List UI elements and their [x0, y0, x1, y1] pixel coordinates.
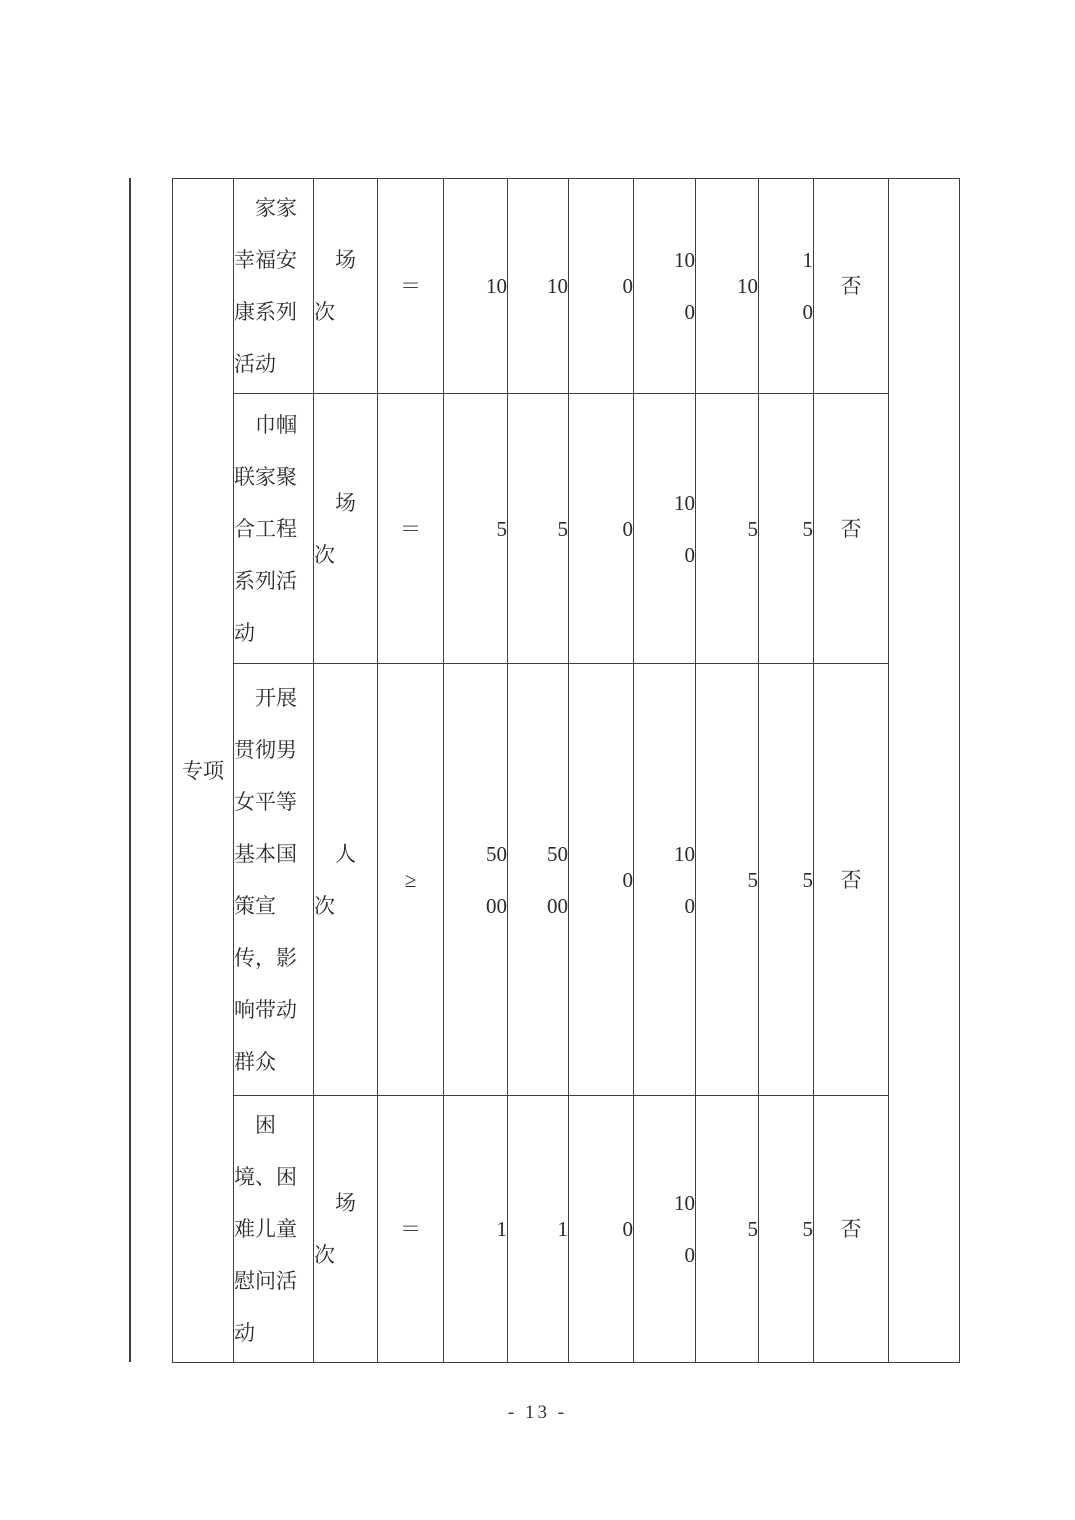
value-cell: 10 0 — [634, 394, 696, 664]
value-cell: 5 — [508, 394, 569, 664]
category-cell: 专项 — [173, 179, 234, 1363]
activity-name-cell: 巾帼 联家聚 合工程 系列活 动 — [234, 394, 314, 664]
value-cell: 50 00 — [508, 664, 569, 1096]
value-cell: 10 0 — [634, 179, 696, 394]
value-cell: 5 — [759, 1096, 814, 1363]
value-cell: 10 0 — [634, 1096, 696, 1363]
unit-cell: 场 次 — [314, 394, 378, 664]
value-cell: 10 0 — [634, 664, 696, 1096]
value-cell: 5 — [759, 394, 814, 664]
value-cell: 5 — [696, 1096, 759, 1363]
table-continuation-rule — [129, 178, 131, 1362]
unit-cell: 场 次 — [314, 1096, 378, 1363]
empty-continuation-cell — [889, 179, 960, 1363]
value-cell: 1 — [508, 1096, 569, 1363]
value-cell: 5 — [759, 664, 814, 1096]
value-cell: 5 — [696, 664, 759, 1096]
value-cell: 10 — [696, 179, 759, 394]
performance-indicator-table — [172, 178, 960, 1363]
value-cell: 1 0 — [759, 179, 814, 394]
activity-name-cell: 家家 幸福安 康系列 活动 — [234, 179, 314, 394]
value-cell: 0 — [569, 394, 634, 664]
table-row — [173, 394, 960, 664]
flag-cell: 否 — [814, 179, 889, 394]
unit-cell: 场 次 — [314, 179, 378, 394]
value-cell: 0 — [569, 664, 634, 1096]
value-cell: 1 — [444, 1096, 508, 1363]
flag-cell: 否 — [814, 664, 889, 1096]
value-cell: 5 — [444, 394, 508, 664]
table-row — [173, 1096, 960, 1363]
activity-name-cell: 开展 贯彻男 女平等 基本国 策宣 传，影 响带动 群众 — [234, 664, 314, 1096]
value-cell: 10 — [444, 179, 508, 394]
comparator-cell: ≥ — [378, 664, 444, 1096]
flag-cell: 否 — [814, 1096, 889, 1363]
comparator-cell: ＝ — [378, 179, 444, 394]
page-number: - 13 - — [507, 1402, 568, 1423]
value-cell: 50 00 — [444, 664, 508, 1096]
comparator-cell: ＝ — [378, 394, 444, 664]
value-cell: 0 — [569, 179, 634, 394]
value-cell: 5 — [696, 394, 759, 664]
comparator-cell: ＝ — [378, 1096, 444, 1363]
activity-name-cell: 困 境、困 难儿童 慰问活 动 — [234, 1096, 314, 1363]
unit-cell: 人 次 — [314, 664, 378, 1096]
table-row — [173, 664, 960, 1096]
table-row — [173, 179, 960, 394]
value-cell: 0 — [569, 1096, 634, 1363]
value-cell: 10 — [508, 179, 569, 394]
flag-cell: 否 — [814, 394, 889, 664]
